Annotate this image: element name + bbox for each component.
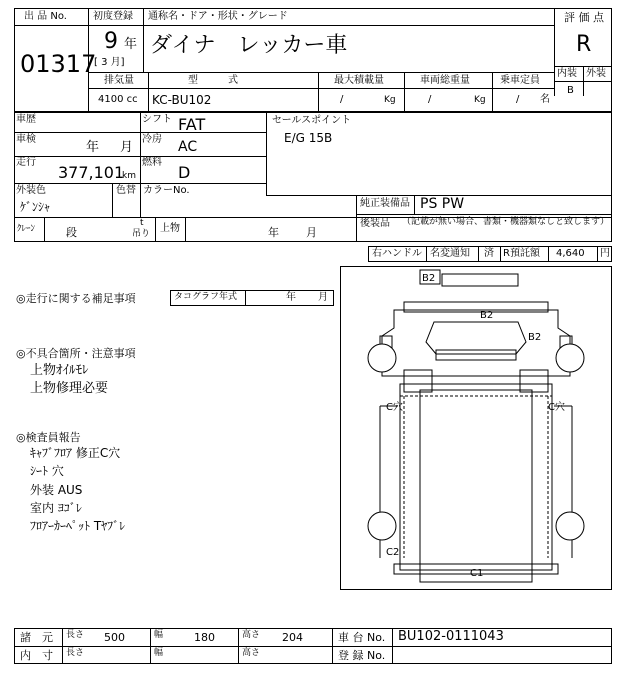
mark-left-side-label: C穴 [386, 402, 403, 413]
model-label: 型 式 [188, 75, 238, 86]
max-load-value: / [340, 94, 344, 105]
inspection-month: 月 [120, 140, 134, 155]
recycle-unit: 円 [600, 248, 610, 259]
color-code-label: カラーNo. [143, 185, 190, 196]
first-reg-month: [ 3 月] [94, 57, 125, 68]
displacement-value: 4100 cc [98, 94, 138, 105]
mark-right-label: B2 [528, 332, 542, 343]
capacity-value: / [516, 94, 520, 105]
vehicle-name: ダイナ レッカー車 [150, 33, 348, 58]
gross-weight-unit: Kg [474, 95, 486, 105]
capacity-label: 乗車定員 [500, 75, 540, 86]
wheel-rear-right [556, 512, 584, 540]
first-reg-year: 9 [104, 29, 118, 54]
tacho-month: 月 [318, 292, 328, 303]
dims-label: 諸 元 [20, 631, 53, 644]
cab-outline [382, 310, 570, 376]
aftermarket-note: （記載が無い場合、書類・機器類なしと致します） [402, 217, 610, 227]
model-value: KC-BU102 [152, 93, 212, 107]
sales-point-value: E/G 15B [284, 131, 333, 145]
crane-t: t [140, 218, 144, 228]
body-month: 月 [306, 226, 317, 239]
exterior-label: 外装 [586, 68, 606, 79]
mileage-label: 走行 [16, 157, 36, 168]
report-4: 室内 ﾖｺﾞﾚ [30, 501, 82, 515]
history-label: 車歴 [16, 114, 36, 125]
lot-number: 01317 [20, 50, 97, 78]
grille [436, 350, 516, 360]
defects-label: ◎不具合箇所・注意事項 [16, 347, 136, 360]
chassis-label: 車 台 No. [338, 631, 386, 644]
in-height-label: 高さ [242, 648, 261, 658]
chassis-value: BU102-0111043 [398, 629, 504, 644]
color-value: ｹﾞﾝｼｬ [20, 200, 51, 214]
mark-top-label: B2 [422, 273, 436, 284]
bed-outline [420, 390, 532, 582]
interior-grade: B [567, 85, 574, 96]
mark-cab-label: B2 [480, 310, 494, 321]
defect-1: 上物ｵｲﾙﾓﾚ [30, 363, 89, 378]
body-year: 年 [268, 226, 279, 239]
reg-label: 登 録 No. [338, 649, 386, 662]
in-width-label: 幅 [154, 648, 164, 658]
gross-weight-label: 車両総重量 [420, 75, 470, 86]
length-label: 長さ [66, 630, 85, 640]
recycle-label: 済 [484, 248, 494, 259]
name-label: 通称名・ドア・形状・グレード [148, 11, 288, 22]
score-label: 評 価 点 [564, 11, 604, 24]
mileage-unit: km [122, 171, 136, 181]
report-2: ｼｰﾄ 穴 [30, 464, 64, 478]
rhd-label: 右ハンドル [372, 248, 422, 259]
mark-rear-left-label: C2 [386, 547, 400, 558]
wheel-rear-left [368, 512, 396, 540]
gross-weight-value: / [428, 94, 432, 105]
width-value: 180 [194, 631, 215, 644]
shift-value: FAT [178, 115, 206, 134]
report-1: ｷｬﾌﾞﾌﾛｱ 修正C穴 [30, 446, 121, 460]
body-outline [400, 384, 552, 570]
defect-2: 上物修理必要 [30, 381, 109, 396]
max-load-unit: Kg [384, 95, 396, 105]
score-value: R [576, 32, 592, 57]
diagram-frame [341, 267, 612, 590]
length-value: 500 [104, 631, 125, 644]
interior-label: 内装 [557, 68, 577, 79]
max-load-label: 最大積載量 [334, 75, 384, 86]
windshield [426, 322, 526, 354]
crane-unit: 段 [66, 226, 77, 239]
inspection-label: 車検 [16, 134, 36, 145]
door-left [404, 370, 432, 392]
inspection-year: 年 [86, 140, 100, 155]
displacement-label: 排気量 [104, 75, 134, 86]
inspector-label: ◎検査員報告 [16, 431, 81, 444]
wheel-front-right [556, 344, 584, 372]
height-label: 高さ [242, 630, 261, 640]
width-label: 幅 [154, 630, 164, 640]
shift-label: シフト [142, 114, 172, 125]
recycle-deposit: 4,640 [556, 248, 585, 259]
truck-diagram [340, 266, 612, 590]
body-label: 上物 [160, 223, 180, 234]
roof-marker [442, 274, 518, 286]
height-value: 204 [282, 631, 303, 644]
report-5: ﾌﾛｱｰｶｰﾍﾟｯﾄ Tﾔﾌﾞﾚ [30, 519, 126, 533]
crane-label: ｸﾚｰﾝ [17, 224, 36, 234]
color-no-label: 色替 [116, 185, 136, 196]
fuel-value: D [178, 163, 191, 182]
color-label: 外装色 [16, 185, 46, 196]
in-length-label: 長さ [66, 648, 85, 658]
ac-value: AC [178, 139, 198, 155]
equipment-value: PS PW [420, 196, 465, 212]
tacho-label: タコグラフ年式 [174, 292, 238, 302]
mark-rear-label: C1 [470, 568, 484, 579]
interior-dims-label: 内 寸 [20, 649, 53, 662]
first-reg-label: 初度登録 [93, 11, 133, 22]
door-right [520, 370, 548, 392]
driving-notes-label: ◎走行に関する補足事項 [16, 292, 136, 305]
ac-label: 冷房 [142, 134, 162, 145]
tacho-year: 年 [286, 292, 296, 303]
lot-label: 出 品 No. [24, 11, 67, 22]
sales-point-label: セールスポイント [272, 115, 352, 126]
fuel-label: 燃料 [142, 157, 162, 168]
capacity-unit: 名 [540, 94, 550, 105]
mileage-value: 377,101 [58, 163, 125, 182]
aftermarket-label: 後装品 [360, 218, 390, 229]
crane-hoist: 吊り [132, 229, 151, 239]
recycle-deposit-label: R預託額 [503, 248, 540, 259]
report-3: 外装 AUS [30, 483, 83, 497]
equipment-label: 純正装備品 [360, 198, 410, 209]
name-change-label: 名変通知 [430, 248, 470, 259]
year-unit: 年 [124, 37, 138, 52]
mark-right-side-label: C穴 [548, 402, 565, 413]
wheel-front-left [368, 344, 396, 372]
